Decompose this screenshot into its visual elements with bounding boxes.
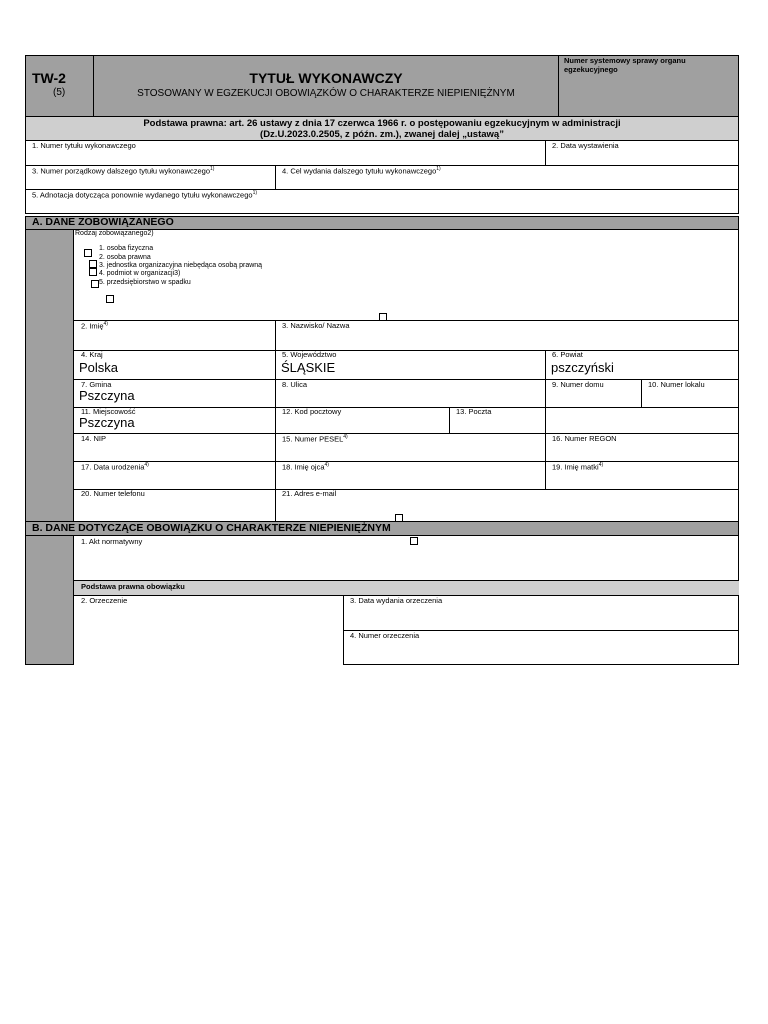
field-further-title-purpose[interactable] [282,165,441,176]
divider [74,379,739,380]
field-phone[interactable]: 20. Numer telefonu [81,489,145,498]
field-county-label: 6. Powiat [552,350,583,359]
divider [74,350,739,351]
checkbox-kind-4[interactable] [91,280,99,288]
field-father-name[interactable] [282,461,329,472]
right-border [738,230,739,521]
footnote-ref: 4) [598,462,604,468]
label: 18. Imię ojca [282,462,325,472]
field-reissue-annotation[interactable] [32,189,257,200]
field-decision[interactable]: 2. Orzeczenie [81,596,128,605]
divider [449,407,450,433]
right-border [738,536,739,665]
field-commune-value[interactable]: Pszczyna [79,388,135,403]
divider [641,379,642,407]
field-decision-date[interactable]: 3. Data wydania orzeczenia [350,596,443,605]
legal-basis-line2: (Dz.U.2023.0.2505, z późn. zm.), zwanej dalej „ustawą” [260,129,504,140]
header-divider-left [93,55,94,117]
checkbox-kind-2[interactable] [89,260,97,268]
field-country-value[interactable]: Polska [79,360,119,375]
field-first-name[interactable] [81,320,108,331]
divider [74,320,739,321]
field-email[interactable]: 21. Adres e-mail [282,489,337,498]
checkbox-kind-5[interactable] [106,295,114,303]
page-subtitle: STOSOWANY W EGZEKUCJI OBOWIĄZKÓW O CHARAKTERZE NIEPIENIĘŻNYM [137,88,515,99]
field-apartment-number[interactable]: 10. Numer lokalu [648,380,705,389]
field-surname[interactable]: 3. Nazwisko/ Nazwa [282,321,350,330]
footnote-ref: 1) [436,166,441,172]
divider [545,350,546,489]
section-a-sidebar [25,230,74,521]
field-country-label: 4. Kraj [81,350,103,359]
field-mother-name[interactable] [552,461,603,472]
footnote-ref: 4) [343,434,348,440]
divider [74,461,739,462]
divider [74,407,739,408]
header-divider-right [558,55,559,117]
field-post-office[interactable]: 13. Poczta [456,407,492,416]
divider [74,489,739,490]
field-nip[interactable]: 14. NIP [81,434,107,443]
form-version: (5) [53,87,66,98]
field-county-value[interactable]: pszczyński [551,360,614,375]
kind-option-5: 5. przedsiębiorstwo w spadku [99,279,191,286]
field-voivodeship-label: 5. Województwo [282,350,337,359]
kind-option-3: 3. jednostka organizacyjna niebędąca osobą prawną [99,262,263,269]
field-locality-value[interactable]: Pszczyna [79,415,135,430]
checkbox-kind-3[interactable] [89,268,97,276]
section-b-title: B. DANE DOTYCZĄCE OBOWIĄZKU O CHARAKTERZE NIEPIENIĘŻNYM [32,522,391,534]
checkbox-stray-3[interactable] [410,537,418,545]
field-voivodeship-value[interactable]: ŚLĄSKIE [281,360,336,375]
field-locality-label: 11. Miejscowość [81,407,136,416]
legal-basis-of-obligation-label: Podstawa prawna obowiązku [81,582,185,591]
label: 5. Adnotacja dotycząca ponownie wydanego tytułu wykonawczego [32,190,253,200]
footnote-ref: 1) [252,190,258,196]
label: 2. Imię [81,321,104,331]
label: 17. Data urodzenia [81,462,145,472]
field-normative-act[interactable]: 1. Akt normatywny [81,537,143,546]
legal-basis-line1: Podstawa prawna: art. 26 ustawy z dnia 17 czerwca 1966 r. o postępowaniu egzekucyjnym w administracji [143,118,621,129]
footnote-ref: 4) [144,462,149,468]
kind-option-4: 4. podmiot w organizacji3) [99,270,181,277]
page-title: TYTUŁ WYKONAWCZY [249,70,403,86]
kind-option-1: 1. osoba fizyczna [99,245,154,252]
divider [343,664,739,665]
field-commune-label: 7. Gmina [81,380,112,389]
field-pesel[interactable] [282,433,348,444]
field-title-number[interactable]: 1. Numer tytułu wykonawczego [32,141,136,150]
label: 3. Numer porządkowy dalszego tytułu wykonawczego [32,166,211,176]
section-b-sidebar [25,536,74,665]
label: 19. Imię matki [552,462,599,472]
footnote-ref: 1) [210,166,215,172]
kind-option-2: 2. osoba prawna [99,254,151,261]
case-number-label: Numer systemowy sprawy organu egzekucyjnego [564,56,686,74]
divider [545,140,546,166]
field-regon[interactable]: 16. Numer REGON [552,434,617,443]
footnote-ref: 4) [103,321,108,327]
obligor-kind-label: Rodzaj zobowiązanego2) [75,230,154,237]
field-postal-code[interactable]: 12. Kod pocztowy [282,407,342,416]
divider [74,433,739,434]
form-code: TW-2 [32,70,66,86]
field-street[interactable]: 8. Ulica [282,380,308,389]
label: 4. Cel wydania dalszego tytułu wykonawczego [282,166,437,176]
label: 15. Numer PESEL [282,434,344,444]
divider [275,165,276,190]
field-further-title-number[interactable] [32,165,214,176]
divider [275,320,276,521]
field-birth-date[interactable] [81,461,149,472]
field-decision-number[interactable]: 4. Numer orzeczenia [350,631,420,640]
footnote-ref: 4) [324,462,329,468]
field-issue-date[interactable]: 2. Data wystawienia [552,141,619,150]
section-a-title: A. DANE ZOBOWIĄZANEGO [32,216,174,228]
checkbox-kind-1[interactable] [84,249,92,257]
field-house-number[interactable]: 9. Numer domu [552,380,604,389]
